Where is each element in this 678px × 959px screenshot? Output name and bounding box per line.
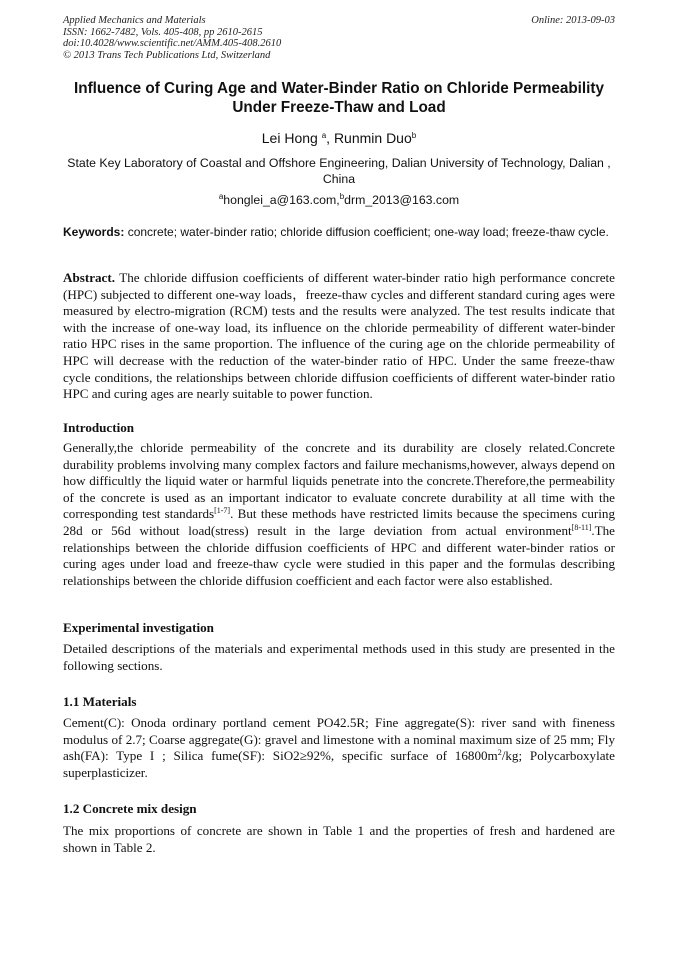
copyright-line: © 2013 Trans Tech Publications Ltd, Switzerland: [63, 49, 271, 61]
intro-text-3: .The relationships between the chloride diffusion coefficients of HPC and different water-binder ratios or curing ages under load and freeze-thaw cycle were studied in this paper and the formulas describing relationships between the chloride diffusion coefficient and each factor were also established.: [63, 522, 615, 588]
mix-design-heading: 1.2 Concrete mix design: [63, 801, 197, 816]
materials-sup: 2: [497, 748, 502, 758]
paper-title: [40, 79, 638, 117]
affiliation: State Key Laboratory of Coastal and Offshore Engineering, Dalian University of Technology, Dalian , China: [67, 156, 611, 186]
materials-text-1: Cement(C): Onoda ordinary portland cement PO42.5R; Fine aggregate(S): river sand with fineness modulus of 2.7; Coarse aggregate(G): gravel and limestone with a nominal maximum size of 25 mm; Fly ash(FA): Type I ; Silica fume(SF): SiO2≥92%, specific surface of 16800m: [63, 715, 615, 764]
experimental-heading: Experimental investigation: [63, 620, 214, 635]
email-a: honglei_a@163.com,: [223, 193, 340, 207]
intro-text-1: Generally,the chloride permeability of the concrete and its durability are closely related.Concrete durability problems involving many complex factors and failure mechanisms,however, always depend on how difficultly the liquid water or harmful liquids penetrate into the concrete.Therefore,the permeability of the concrete is used as an important indicator to evaluate concrete durability at all time with the corresponding test standards: [63, 440, 615, 522]
journal-header: [63, 15, 615, 61]
journal-name: Applied Mechanics and Materials: [63, 15, 206, 26]
email-a-mark: a: [218, 192, 224, 201]
author-separator: ,: [326, 130, 334, 146]
online-date: Online: 2013-09-03: [531, 15, 615, 26]
intro-ref-1: [1-7]: [214, 506, 231, 516]
author-emails: [0, 192, 678, 208]
doi-line: doi:10.4028/www.scientific.net/AMM.405-408.2610: [63, 38, 282, 50]
introduction-heading: Introduction: [63, 420, 135, 435]
keywords: [63, 225, 615, 241]
abstract-text: The chloride diffusion coefficients of different water-binder ratio high performance concrete (HPC) subjected to different one-way loads，freeze-thaw cycles and different standard curing ages were measured by electro-migration (RCM) tests and the results were analyzed. The test results indicate that with the increase of one-way load, its influence on the chloride permeability of different water-binder ratio HPC rises in the same proportion. The influence of the curing age on the chloride permeability of HPC will decrease with the reduction of the water-binder ratio of HPC. Under the same freeze-thaw cycle conditions, the relationships between chloride diffusion coefficients of different water-binder ratio HPC and curing ages are nearly suitable to power function.: [63, 270, 615, 402]
intro-text-2: . But these methods have restricted limits because the specimens curing 28d or 56d without load(stress) result in the large deviation from actual environment: [63, 506, 615, 538]
issn-line: ISSN: 1662-7482, Vols. 405-408, pp 2610-2615: [63, 26, 263, 38]
author-list: [0, 129, 678, 147]
materials-text-2: /kg; Polycarboxylate superplasticizer.: [63, 748, 615, 780]
author-1: Lei Hong: [261, 130, 318, 146]
abstract-label: Abstract.: [63, 270, 115, 285]
materials-heading: 1.1 Materials: [63, 694, 137, 709]
abstract: [63, 270, 615, 403]
keywords-label: Keywords:: [63, 225, 125, 239]
experimental-body: Detailed descriptions of the materials and experimental methods used in this study are presented in the following sections.: [63, 641, 615, 673]
author-2-mark: b: [411, 131, 417, 140]
author-2: Runmin Duo: [333, 130, 412, 146]
author-1-mark: a: [321, 131, 327, 140]
introduction-body: [63, 440, 615, 589]
materials-body: [63, 715, 615, 781]
mix-design-body: The mix proportions of concrete are shown in Table 1 and the properties of fresh and hardened are shown in Table 2.: [63, 823, 615, 855]
intro-ref-2: [8-11]: [571, 522, 592, 532]
title-line-1: Influence of Curing Age and Water-Binder Ratio on Chloride Permeability: [73, 80, 605, 97]
email-b: drm_2013@163.com: [344, 193, 460, 207]
title-line-2: Under Freeze-Thaw and Load: [232, 99, 446, 116]
keywords-text: concrete; water-binder ratio; chloride diffusion coefficient; one-way load; freeze-thaw cycle.: [124, 225, 609, 239]
email-b-mark: b: [339, 192, 345, 201]
